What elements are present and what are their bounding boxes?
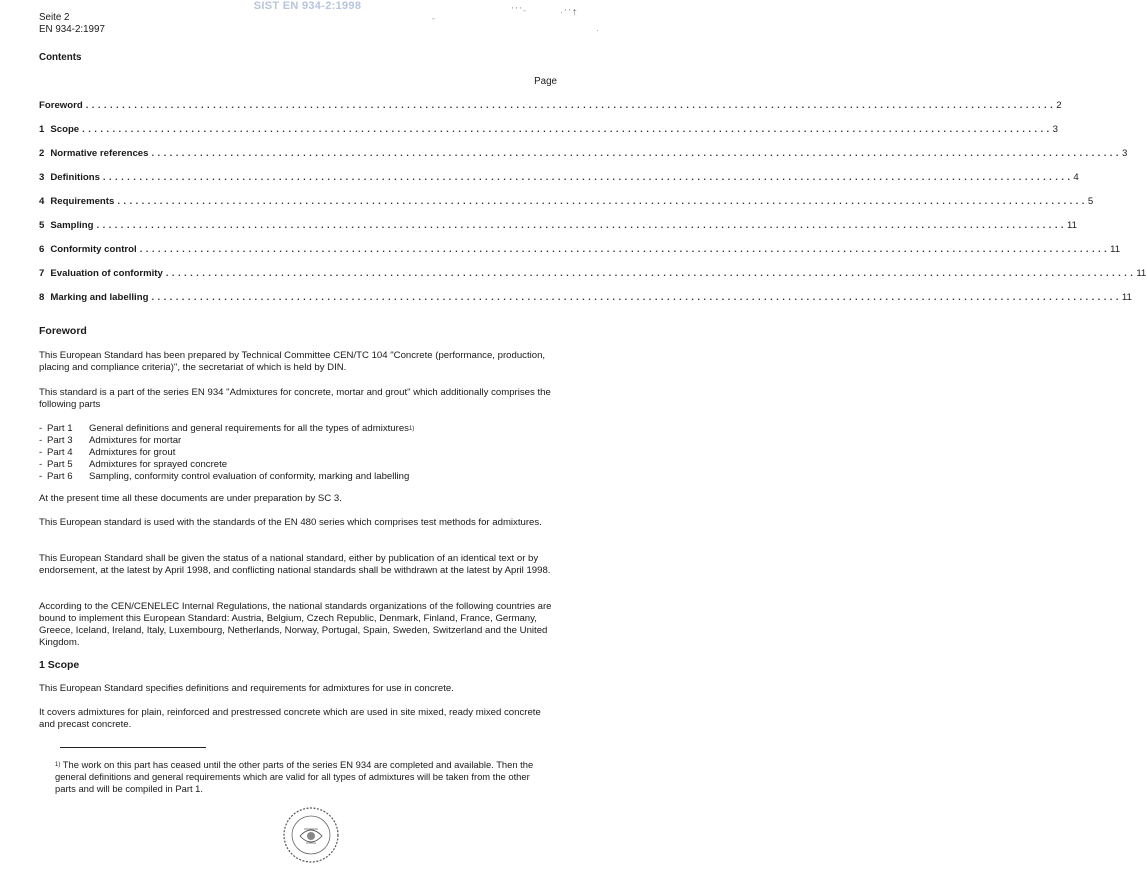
toc-entry-title: Scope (50, 124, 80, 135)
toc-entry-page: 11 (1067, 220, 1077, 231)
toc-entry-title: Marking and labelling (50, 292, 149, 303)
toc-entry-number: 5 (39, 220, 45, 231)
part-description: Admixtures for grout (89, 447, 176, 458)
foreword-paragraph-1: This European Standard has been prepared by Technical Committee CEN/TC 104 "Concrete (performance, production, placing and compliance criteria)", the secretariat of which is held by DIN. (39, 350, 546, 373)
foreword-paragraph-2: This standard is a part of the series EN 934 "Admixtures for concrete, mortar and grout" which additionally comprises the following parts (39, 387, 551, 410)
scope-paragraph-1: This European Standard specifies definitions and requirements for admixtures for use in concrete. (39, 683, 454, 694)
list-item (39, 423, 559, 435)
toc-entry-title: Normative references (50, 148, 149, 159)
toc-entry-page: 2 (1056, 100, 1062, 111)
list-bullet: - (39, 447, 43, 458)
toc-leader-dots: ................................................................................................................................................................ (139, 244, 1111, 255)
toc-entry[interactable] (39, 268, 1146, 282)
toc-entry[interactable] (39, 100, 1062, 114)
foreword-paragraph-3: At the present time all these documents are under preparation by SC 3. (39, 493, 342, 504)
part-label: Part 4 (47, 447, 73, 458)
list-bullet: - (39, 471, 43, 482)
toc-entry-title: Definitions (50, 172, 100, 183)
scope-paragraph-2: It covers admixtures for plain, reinforced and prestressed concrete which are used in site mixed, ready mixed concrete and precast concrete. (39, 707, 541, 730)
foreword-paragraph-5: This European Standard shall be given the status of a national standard, either by publication of an identical text or by endorsement, at the latest by April 1998, and conflicting national standards shall be withdrawn at the latest by April 1998. (39, 553, 551, 576)
toc-entry[interactable] (39, 244, 1121, 258)
toc-entry-page: 11 (1121, 292, 1132, 303)
toc-entry[interactable] (39, 196, 1094, 210)
footnote-separator (60, 747, 206, 748)
toc-leader-dots: ................................................................................................................................................................ (102, 172, 1074, 183)
toc-entry-page: 11 (1136, 268, 1146, 279)
contents-heading: Contents (39, 52, 82, 63)
official-seal-icon (282, 806, 340, 864)
toc-entry-page: 3 (1052, 124, 1058, 135)
scan-speck: · ' ' † (560, 8, 577, 17)
toc-entry-page: 11 (1110, 244, 1121, 255)
list-item (39, 459, 559, 471)
scan-speck: · (596, 26, 599, 35)
part-label: Part 6 (47, 471, 73, 482)
watermark: SIST EN 934-2:1998 (253, 0, 362, 12)
toc-entry-number: 6 (39, 244, 45, 255)
header-doc-number: EN 934-2:1997 (39, 24, 105, 35)
footnote-text: The work on this part has ceased until the other parts of the series EN 934 are completed and available. Then the general definitions and general requirements which are valid for all types of admixtures will be taken from the other parts and will be compiled in Part 1. (55, 759, 534, 794)
list-bullet: - (39, 435, 43, 446)
footnote-reference[interactable]: 1) (408, 426, 415, 432)
toc-entry[interactable] (39, 148, 1128, 162)
foreword-heading: Foreword (39, 325, 87, 337)
list-item (39, 471, 559, 483)
toc-page-column-label: Page (534, 76, 557, 87)
scope-heading: 1 Scope (39, 659, 80, 671)
part-label: Part 1 (47, 423, 73, 434)
list-bullet: - (39, 459, 43, 470)
scan-speck: - (432, 14, 435, 23)
toc-entry-number: 8 (39, 292, 45, 303)
toc-entry-title: Foreword (39, 100, 83, 111)
part-label: Part 3 (47, 435, 73, 446)
toc-leader-dots: ................................................................................................................................................................ (151, 148, 1122, 159)
parts-list (39, 423, 559, 483)
toc-leader-dots: ................................................................................................................................................................ (117, 196, 1088, 207)
toc-entry[interactable] (39, 220, 1077, 234)
toc-leader-dots: ................................................................................................................................................................ (85, 100, 1057, 111)
toc-leader-dots: ................................................................................................................................................................ (82, 124, 1053, 135)
toc-entry[interactable] (39, 172, 1079, 186)
list-item (39, 435, 559, 447)
header-page-label: Seite 2 (39, 12, 70, 23)
toc-entry-title: Conformity control (50, 244, 137, 255)
toc-entry-title: Evaluation of conformity (50, 268, 163, 279)
toc-entry[interactable] (39, 124, 1058, 138)
part-description: General definitions and general requirements for all the types of admixtures (89, 423, 409, 434)
toc-entry-number: 3 (39, 172, 45, 183)
footnote (55, 759, 535, 795)
part-description: Admixtures for mortar (89, 435, 182, 446)
toc-entry[interactable] (39, 292, 1132, 306)
toc-entry-number: 7 (39, 268, 45, 279)
part-description: Sampling, conformity control evaluation of conformity, marking and labelling (89, 471, 410, 482)
part-description: Admixtures for sprayed concrete (89, 459, 228, 470)
part-label: Part 5 (47, 459, 73, 470)
foreword-paragraph-6: According to the CEN/CENELEC Internal Regulations, the national standards organizations of the following countries are bound to implement this European Standard: Austria, Belgium, Czech Republic, Denmark, Finland, France, Germany, Greece, Iceland, Ireland, Italy, Luxembourg, Netherlands, Norway, Portugal, Spain, Sweden, Switzerland and the United Kingdom. (39, 601, 552, 648)
toc-entry-title: Requirements (50, 196, 115, 207)
toc-entry-page: 5 (1087, 196, 1094, 207)
footnote-mark: 1) (55, 762, 61, 768)
toc-leader-dots: ................................................................................................................................................................ (96, 220, 1068, 231)
foreword-paragraph-4: This European standard is used with the standards of the EN 480 series which comprises test methods for admixtures. (39, 517, 542, 528)
toc-entry-title: Sampling (50, 220, 94, 231)
toc-entry-page: 3 (1121, 148, 1128, 159)
toc-entry-number: 4 (39, 196, 45, 207)
scan-speck: ' ' ' - (512, 6, 526, 15)
toc-entry-number: 1 (39, 124, 45, 135)
toc-entry-number: 2 (39, 148, 45, 159)
list-item (39, 447, 559, 459)
list-bullet: - (39, 423, 43, 434)
toc-entry-page: 4 (1073, 172, 1079, 183)
toc-leader-dots: ................................................................................................................................................................ (165, 268, 1137, 279)
toc-leader-dots: ................................................................................................................................................................ (151, 292, 1122, 303)
